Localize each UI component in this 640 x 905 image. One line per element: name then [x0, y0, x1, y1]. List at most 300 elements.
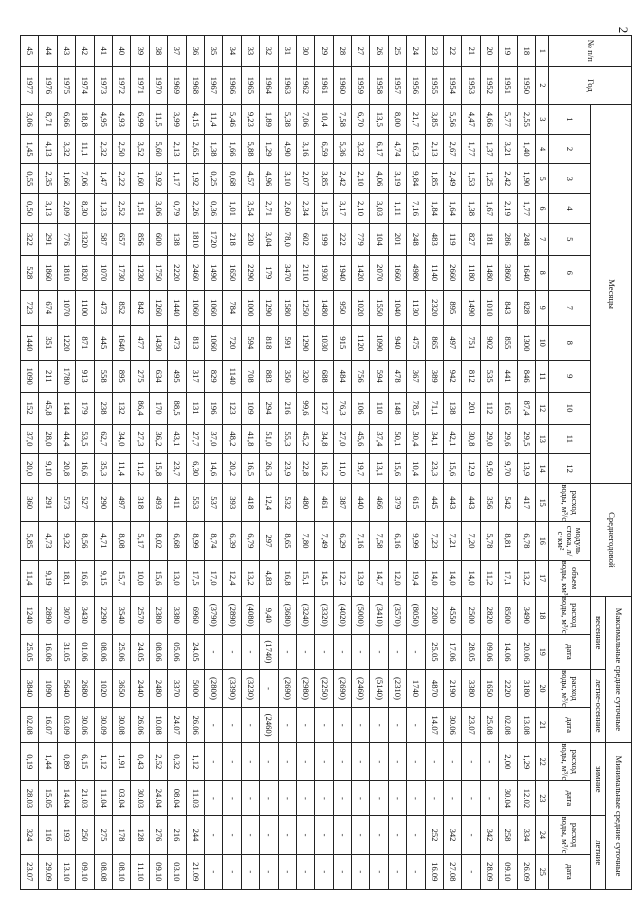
table-cell: 13,0 — [168, 560, 186, 596]
table-cell: 276 — [149, 816, 167, 854]
table-cell: 201 — [388, 223, 406, 255]
table-cell: 29,0 — [480, 424, 498, 454]
table-cell: 42 — [76, 36, 94, 67]
table-cell: 43 — [57, 36, 75, 67]
table-cell: 535 — [480, 360, 498, 392]
table-cell: 30,4 — [407, 424, 425, 454]
table-cell: 483 — [425, 223, 443, 255]
table-cell: 1,91 — [113, 743, 131, 781]
table-cell: (3240) — [296, 596, 314, 634]
table-cell: 2,10 — [352, 194, 370, 224]
table-cell: 62,7 — [94, 424, 112, 454]
table-cell: 1550 — [370, 290, 388, 325]
column-number: 5 — [536, 164, 549, 194]
table-cell: 1965 — [241, 66, 259, 104]
table-cell: 441 — [499, 360, 517, 392]
hydrology-table — [20, 35, 632, 890]
table-cell: (3390) — [223, 669, 241, 707]
table-cell: 1,66 — [57, 164, 75, 194]
table-cell: 324 — [21, 816, 39, 854]
table-cell: 02.08 — [499, 708, 517, 743]
table-cell: 708 — [241, 360, 259, 392]
table-cell: 13,1 — [370, 454, 388, 484]
table-cell: - — [223, 854, 241, 889]
table-cell: (2310) — [388, 669, 406, 707]
table-cell: 27,3 — [131, 424, 149, 454]
table-cell: - — [204, 708, 222, 743]
table-cell: - — [370, 634, 388, 669]
table-cell: - — [370, 743, 388, 781]
table-cell: 12,9 — [462, 454, 480, 484]
table-cell: - — [425, 781, 443, 816]
table-cell: 50,1 — [388, 424, 406, 454]
table-cell: 587 — [94, 223, 112, 255]
table-cell: 21 — [462, 36, 480, 67]
table-cell: 14.04 — [57, 781, 75, 816]
table-cell: 1976 — [39, 66, 57, 104]
table-cell: 5,46 — [223, 105, 241, 135]
table-row — [39, 36, 57, 890]
table-cell: 45,2 — [296, 424, 314, 454]
table-cell: 0,36 — [204, 194, 222, 224]
table-cell: 1,77 — [462, 134, 480, 164]
table-cell: 6,59 — [315, 134, 333, 164]
table-cell: 30.09 — [94, 708, 112, 743]
table-cell: 497 — [113, 484, 131, 522]
column-number: 11 — [536, 360, 549, 392]
table-cell: 8,56 — [76, 522, 94, 560]
table-cell: 1010 — [480, 290, 498, 325]
table-cell: 6,16 — [388, 522, 406, 560]
table-cell: 3,06 — [149, 194, 167, 224]
table-cell: 16,5 — [241, 454, 259, 484]
table-cell: - — [278, 854, 296, 889]
table-cell: 1,92 — [186, 164, 204, 194]
table-cell: 4,96 — [260, 164, 278, 194]
table-cell: 88,5 — [168, 392, 186, 424]
table-row — [315, 36, 333, 890]
table-cell: 23,3 — [425, 454, 443, 484]
month-4: 4 — [549, 194, 591, 224]
table-row — [370, 36, 388, 890]
table-cell: 17.06 — [444, 634, 462, 669]
table-cell: 1140 — [425, 255, 443, 290]
table-cell: 1,85 — [425, 164, 443, 194]
table-cell: 45 — [21, 36, 39, 67]
table-cell: 1951 — [499, 66, 517, 104]
table-cell: 248 — [407, 223, 425, 255]
table-cell: 3,85 — [425, 105, 443, 135]
table-cell: 1220 — [57, 325, 75, 360]
table-cell: 23 — [425, 36, 443, 67]
table-cell: 87,4 — [517, 392, 535, 424]
table-cell: 756 — [352, 360, 370, 392]
table-cell: 9,23 — [241, 105, 259, 135]
table-cell: - — [315, 854, 333, 889]
table-cell: 199 — [315, 223, 333, 255]
table-cell: (2690) — [333, 669, 351, 707]
table-cell: 3,32 — [57, 134, 75, 164]
table-cell: 320 — [296, 360, 314, 392]
table-cell: 71,1 — [425, 392, 443, 424]
table-cell: 895 — [444, 290, 462, 325]
table-cell: 7,21 — [444, 522, 462, 560]
table-cell: 1,51 — [131, 194, 149, 224]
table-cell: 13,9 — [352, 560, 370, 596]
table-cell: 1957 — [388, 66, 406, 104]
table-cell: 4,15 — [186, 105, 204, 135]
table-row — [333, 36, 351, 890]
table-cell: 24 — [407, 36, 425, 67]
table-cell: 13.10 — [57, 854, 75, 889]
table-cell: 478 — [388, 360, 406, 392]
table-cell: - — [260, 816, 278, 854]
column-number: 10 — [536, 325, 549, 360]
table-cell: 4,66 — [480, 105, 498, 135]
table-cell: 12,0 — [388, 560, 406, 596]
col-header-min: Минимальные средние суточные — [606, 743, 632, 890]
table-row — [204, 36, 222, 890]
column-number: 8 — [536, 255, 549, 290]
table-cell: 15,1 — [296, 560, 314, 596]
table-cell: 109 — [241, 392, 259, 424]
table-cell: 4,73 — [39, 522, 57, 560]
table-cell: 558 — [94, 360, 112, 392]
table-cell: 477 — [131, 325, 149, 360]
table-cell: - — [388, 854, 406, 889]
table-cell: 4,47 — [462, 105, 480, 135]
table-cell: 4,83 — [260, 560, 278, 596]
table-cell: 181 — [480, 223, 498, 255]
table-cell: 1,11 — [388, 194, 406, 224]
table-cell: 3,13 — [39, 194, 57, 224]
table-cell: 443 — [444, 484, 462, 522]
table-cell: 9,40 — [260, 596, 278, 634]
column-number: 1 — [536, 36, 549, 67]
table-cell: 1230 — [131, 255, 149, 290]
table-cell: 1,90 — [517, 164, 535, 194]
table-cell: 12,4 — [223, 560, 241, 596]
table-cell: 16,6 — [76, 560, 94, 596]
table-cell: 22 — [444, 36, 462, 67]
table-cell: 1730 — [113, 255, 131, 290]
table-cell: 12.02 — [517, 781, 535, 816]
table-cell: 0,89 — [57, 743, 75, 781]
table-cell: 15,7 — [113, 560, 131, 596]
table-cell: 1,77 — [517, 194, 535, 224]
table-cell: 3860 — [499, 255, 517, 290]
table-cell: 250 — [76, 816, 94, 854]
table-cell: 493 — [149, 484, 167, 522]
table-cell: 08.08 — [94, 854, 112, 889]
table-cell: 318 — [131, 484, 149, 522]
table-cell: 138 — [168, 223, 186, 255]
table-cell: 30.06 — [444, 708, 462, 743]
table-cell: 05.06 — [168, 634, 186, 669]
table-cell: 1300 — [517, 325, 535, 360]
table-cell: 3,19 — [388, 164, 406, 194]
table-cell: 9,15 — [94, 560, 112, 596]
table-cell: - — [296, 634, 314, 669]
table-cell: 594 — [241, 325, 259, 360]
table-cell: 393 — [223, 484, 241, 522]
table-cell: - — [352, 816, 370, 854]
table-cell: - — [333, 743, 351, 781]
table-cell: 4,95 — [94, 105, 112, 135]
table-cell: 218 — [223, 223, 241, 255]
table-row — [76, 36, 94, 890]
table-cell: 20 — [480, 36, 498, 67]
table-cell: 14.07 — [425, 708, 443, 743]
table-cell: 24.07 — [168, 708, 186, 743]
table-cell: 152 — [21, 392, 39, 424]
table-cell: 51,0 — [260, 424, 278, 454]
table-cell: - — [223, 634, 241, 669]
table-cell: (2690) — [278, 669, 296, 707]
table-cell: - — [241, 743, 259, 781]
table-cell: 1060 — [204, 325, 222, 360]
table-cell: 942 — [444, 360, 462, 392]
col-header-num: № п/п — [549, 36, 632, 67]
table-cell: 3,32 — [352, 134, 370, 164]
table-cell: 1720 — [204, 223, 222, 255]
table-cell: (3790) — [204, 596, 222, 634]
table-cell: - — [223, 708, 241, 743]
table-cell: 7,49 — [315, 522, 333, 560]
table-cell: 02.08 — [21, 708, 39, 743]
table-cell: 2,22 — [113, 164, 131, 194]
table-cell: 1070 — [57, 290, 75, 325]
table-row — [462, 36, 480, 890]
table-cell: 466 — [370, 484, 388, 522]
table-cell: 17,5 — [186, 560, 204, 596]
table-cell: 13,2 — [517, 560, 535, 596]
table-cell: 350 — [278, 360, 296, 392]
table-cell: 6,29 — [333, 522, 351, 560]
table-cell: 27 — [352, 36, 370, 67]
table-cell: 19,7 — [352, 454, 370, 484]
table-row — [21, 36, 39, 890]
table-cell: 34,1 — [425, 424, 443, 454]
table-cell: 178 — [113, 816, 131, 854]
table-cell: 2,26 — [186, 194, 204, 224]
table-cell: (3570) — [388, 596, 406, 634]
table-cell: 3540 — [113, 596, 131, 634]
table-cell: - — [352, 854, 370, 889]
table-cell: 23,9 — [278, 454, 296, 484]
table-cell: 21.03 — [76, 781, 94, 816]
table-row — [444, 36, 462, 890]
table-cell: 35,3 — [94, 454, 112, 484]
col-header-summer: летние — [591, 816, 606, 890]
table-cell: 2220 — [168, 255, 186, 290]
table-cell: 18,8 — [76, 105, 94, 135]
table-cell: 1952 — [480, 66, 498, 104]
table-cell: - — [333, 816, 351, 854]
table-cell: 334 — [517, 816, 535, 854]
table-cell: 1953 — [462, 66, 480, 104]
table-cell: 411 — [168, 484, 186, 522]
table-cell: 1967 — [204, 66, 222, 104]
month-2: 2 — [549, 134, 591, 164]
table-cell: - — [315, 781, 333, 816]
table-cell: 03.09 — [57, 708, 75, 743]
table-cell: 2,71 — [260, 194, 278, 224]
month-7: 7 — [549, 290, 591, 325]
table-row — [480, 36, 498, 890]
table-row — [388, 36, 406, 890]
table-cell: 1,66 — [223, 134, 241, 164]
table-cell: 1966 — [223, 66, 241, 104]
table-cell: 1974 — [76, 66, 94, 104]
table-cell: 15,6 — [149, 560, 167, 596]
table-cell: 1,38 — [462, 194, 480, 224]
table-cell: - — [278, 708, 296, 743]
table-cell: (3680) — [278, 596, 296, 634]
table-cell: 41,8 — [241, 424, 259, 454]
table-cell: - — [370, 816, 388, 854]
table-cell: 10,0 — [131, 560, 149, 596]
table-cell: 5,36 — [333, 134, 351, 164]
col-header-summer-autumn: летне-осенние — [591, 669, 606, 742]
table-cell: 38 — [149, 36, 167, 67]
table-cell: 42,1 — [444, 424, 462, 454]
table-cell: 37 — [168, 36, 186, 67]
table-cell: - — [278, 634, 296, 669]
table-cell: 1977 — [21, 66, 39, 104]
table-cell: - — [260, 854, 278, 889]
table-cell: 44,4 — [57, 424, 75, 454]
table-cell: 3,17 — [333, 194, 351, 224]
table-cell: 1640 — [113, 325, 131, 360]
table-cell: 179 — [260, 255, 278, 290]
table-cell: - — [462, 854, 480, 889]
table-cell: 144 — [57, 392, 75, 424]
table-cell: 7,06 — [296, 105, 314, 135]
table-cell: 1420 — [352, 255, 370, 290]
table-cell: - — [407, 854, 425, 889]
table-cell: - — [462, 743, 480, 781]
table-cell: 1860 — [39, 255, 57, 290]
table-cell: 1820 — [76, 255, 94, 290]
column-number: 16 — [536, 522, 549, 560]
table-cell: (2460) — [260, 708, 278, 743]
table-cell: - — [480, 743, 498, 781]
table-cell: 602 — [296, 223, 314, 255]
table-cell: - — [407, 743, 425, 781]
table-cell: - — [296, 816, 314, 854]
table-cell: 3430 — [76, 596, 94, 634]
table-cell: 6,17 — [370, 134, 388, 164]
table-cell: 634 — [149, 360, 167, 392]
table-row — [168, 36, 186, 890]
table-cell: 351 — [39, 325, 57, 360]
table-cell: - — [278, 743, 296, 781]
table-cell: 2220 — [499, 669, 517, 707]
table-cell: 230 — [241, 223, 259, 255]
table-cell: 4,71 — [94, 522, 112, 560]
table-cell: 1956 — [407, 66, 425, 104]
table-cell: 34 — [223, 36, 241, 67]
table-cell: 2,60 — [278, 194, 296, 224]
table-cell: 3,04 — [260, 223, 278, 255]
table-cell: 10,4 — [315, 105, 333, 135]
col-header-spring: весенние — [591, 596, 606, 669]
table-cell: 871 — [76, 325, 94, 360]
table-cell: (3320) — [315, 596, 333, 634]
table-cell: - — [462, 816, 480, 854]
table-cell: 5,77 — [499, 105, 517, 135]
table-cell: - — [370, 854, 388, 889]
table-cell: 950 — [333, 290, 351, 325]
table-cell: 4,93 — [113, 105, 131, 135]
table-cell: 3,99 — [168, 105, 186, 135]
table-cell: 5,56 — [444, 105, 462, 135]
table-cell: - — [352, 781, 370, 816]
table-cell: 776 — [57, 223, 75, 255]
table-cell: 1060 — [186, 290, 204, 325]
spring-discharge-header: расход воды, м³/с — [549, 596, 591, 634]
table-cell: 16,3 — [407, 134, 425, 164]
table-cell: - — [352, 634, 370, 669]
column-number: 17 — [536, 560, 549, 596]
table-cell: 31.05 — [57, 634, 75, 669]
table-cell: 17,1 — [499, 560, 517, 596]
table-cell: 30.04 — [499, 781, 517, 816]
table-cell: 33 — [241, 36, 259, 67]
table-cell: 356 — [480, 484, 498, 522]
table-cell: 20,8 — [57, 454, 75, 484]
table-cell: 3,06 — [21, 105, 39, 135]
table-cell: 1090 — [39, 669, 57, 707]
table-cell: 1020 — [94, 669, 112, 707]
table-cell: 1130 — [407, 290, 425, 325]
table-cell: 418 — [241, 484, 259, 522]
table-cell: 252 — [425, 816, 443, 854]
table-cell: - — [241, 708, 259, 743]
table-cell: 09.06 — [480, 634, 498, 669]
table-cell: 28.09 — [480, 854, 498, 889]
table-cell: 842 — [131, 290, 149, 325]
column-number: 12 — [536, 392, 549, 424]
table-cell: 275 — [94, 816, 112, 854]
table-cell: 20,0 — [21, 454, 39, 484]
table-cell: 2570 — [131, 596, 149, 634]
column-number: 19 — [536, 634, 549, 669]
table-cell: 2660 — [444, 255, 462, 290]
table-cell: 76,3 — [333, 392, 351, 424]
table-cell: 1070 — [94, 255, 112, 290]
table-cell: 1959 — [352, 66, 370, 104]
table-cell: - — [204, 816, 222, 854]
table-cell: 8,08 — [113, 522, 131, 560]
table-cell: 03.04 — [113, 781, 131, 816]
table-cell: 211 — [39, 360, 57, 392]
table-cell: 389 — [425, 360, 443, 392]
table-cell: 165 — [499, 392, 517, 424]
month-10: 10 — [549, 392, 591, 424]
table-cell: 5,88 — [241, 134, 259, 164]
table-cell: 27.08 — [444, 854, 462, 889]
table-cell: 28.03 — [21, 781, 39, 816]
table-cell: 3,85 — [315, 164, 333, 194]
table-cell: 6,66 — [57, 105, 75, 135]
annual-modulus-header: модуль стока, л/с·км² — [549, 522, 591, 560]
table-cell: 19,4 — [407, 560, 425, 596]
table-cell: 17,0 — [204, 560, 222, 596]
table-cell: 1440 — [21, 325, 39, 360]
table-cell: 29 — [315, 36, 333, 67]
